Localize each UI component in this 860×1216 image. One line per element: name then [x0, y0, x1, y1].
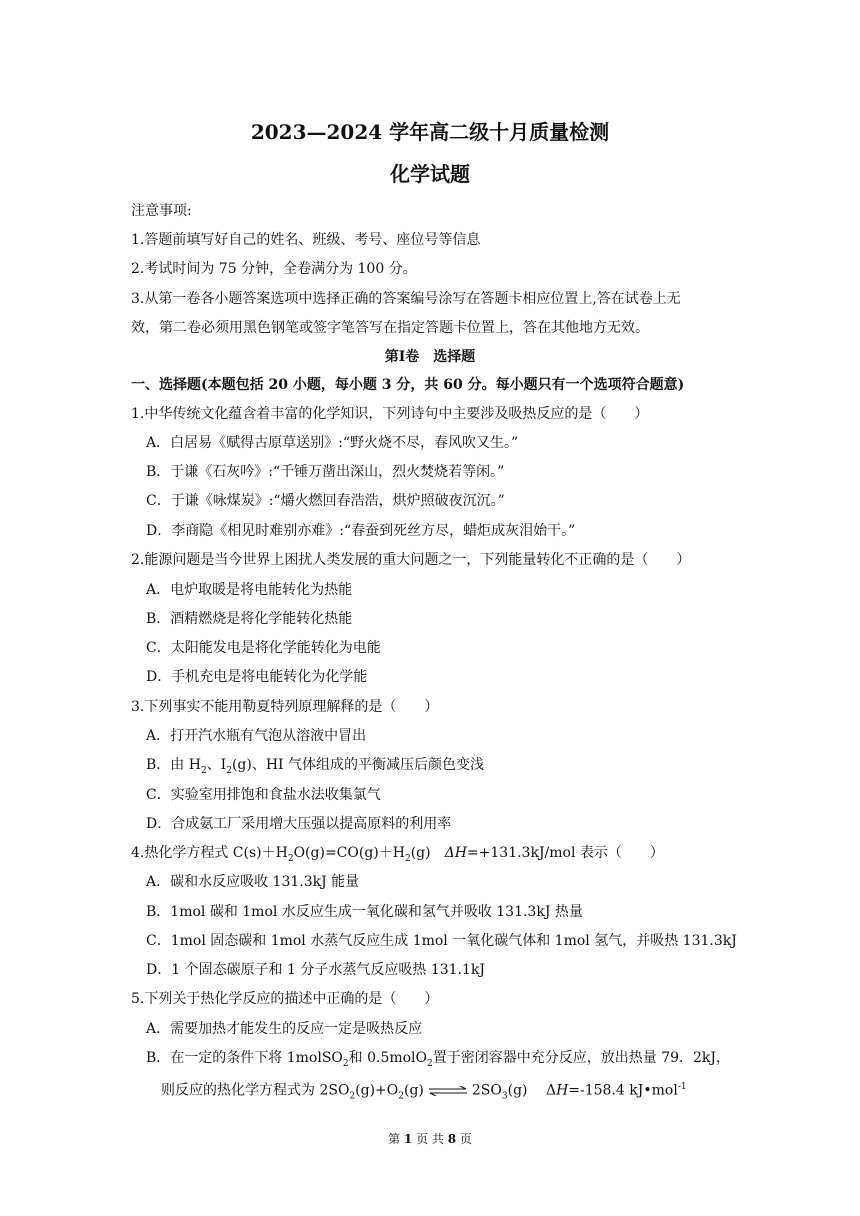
note-item-2: 2.考试时间为 75 分钟，全卷满分为 100 分。	[131, 261, 417, 277]
equilibrium-arrow-icon	[428, 1086, 468, 1096]
note-item-1: 1.答题前填写好自己的姓名、班级、考号、座位号等信息	[131, 232, 481, 248]
question-3-stem: 3.下列事实不能用勒夏特列原理解释的是（ ）	[131, 699, 439, 715]
question-4-option-c: C．1mol 固态碳和 1mol 水蒸气反应生成 1mol 一氧化碳气体和 1mol 氢气，并吸热 131.3kJ	[146, 933, 737, 949]
question-1-stem: 1.中华传统文化蕴含着丰富的化学知识，下列诗句中主要涉及吸热反应的是（ ）	[131, 406, 649, 422]
q3b-text-2: 、I	[206, 757, 227, 773]
question-4-option-a: A．碳和水反应吸收 131.3kJ 能量	[146, 874, 360, 890]
q4-text-3: (g)	[410, 845, 445, 861]
q5b-eq-text-6: =-158.4 kJ•mol	[568, 1082, 678, 1099]
question-4-stem	[131, 844, 664, 868]
question-2-option-b: B．酒精燃烧是将化学能转化热能	[146, 611, 353, 627]
q5b-sub-2: 2	[427, 1058, 433, 1069]
question-3-option-b	[146, 756, 484, 780]
q3b-sub-1: 2	[200, 765, 207, 776]
exam-title: 2023—2024 学年高二级十月质量检测	[250, 120, 610, 144]
question-1-option-d: D．李商隐《相见时难别亦难》:“春蚕到死丝方尽，蜡炬成灰泪始干。”	[146, 523, 576, 539]
q4-text-4: =+131.3kJ/mol 表示（ ）	[466, 845, 664, 861]
question-5-stem: 5.下列关于热化学反应的描述中正确的是（ ）	[131, 991, 439, 1007]
question-3-option-d: D．合成氨工厂采用增大压强以提高原料的利用率	[146, 816, 452, 832]
q5b-eq-text-3: (g)	[404, 1082, 424, 1099]
question-1-option-c: C．于谦《咏煤炭》:“爝火燃回春浩浩，烘炉照破夜沉沉。”	[146, 493, 505, 509]
question-1-option-b: B．于谦《石灰吟》:“千锤万凿出深山，烈火焚烧若等闲。”	[146, 464, 505, 480]
footer-text-2: 页 共	[412, 1132, 448, 1146]
note-item-3-cont: 效，第二卷必须用黑色钢笔或签字笔答写在指定答题卡位置上，答在其他地方无效。	[131, 320, 649, 336]
page-number: 1	[403, 1132, 413, 1146]
q5b-eq-text-2: (g)+O	[355, 1082, 399, 1099]
q4-sub-1: 2	[287, 853, 294, 864]
question-2-option-c: C．太阳能发电是将化学能转化为电能	[146, 640, 381, 656]
question-2-option-a: A．电炉取暖是将电能转化为热能	[146, 582, 353, 598]
question-3-option-a: A．打开汽水瓶有气泡从溶液中冒出	[146, 728, 367, 744]
exam-subtitle: 化学试题	[390, 162, 470, 186]
q3b-text-3: (g)、HI 气体组成的平衡减压后颜色变浅	[231, 757, 485, 773]
question-5-option-a: A．需要加热才能发生的反应一定是吸热反应	[146, 1021, 423, 1037]
section-title: 第Ⅰ卷 选择题	[384, 349, 476, 365]
q5b-eq-sub-3: 3	[501, 1091, 508, 1102]
q5b-eq-text-1: 则反应的热化学方程式为 2SO	[161, 1082, 350, 1099]
q5b-text-3: 置于密闭容器中充分反应，放出热量 79．2kJ，	[432, 1050, 731, 1066]
page-total: 8	[447, 1132, 457, 1146]
q5b-eq-h: H	[556, 1082, 569, 1099]
question-3-option-c: C．实验室用排饱和食盐水法收集氯气	[146, 787, 381, 803]
q5b-eq-sup: -1	[677, 1082, 687, 1092]
page-footer	[0, 1130, 860, 1147]
question-4-option-b: B．1mol 碳和 1mol 水反应生成一氧化碳和氢气并吸收 131.3kJ 热量	[146, 904, 583, 920]
q5b-eq-sub-2: 2	[398, 1091, 404, 1102]
q4-text-2: O(g)=CO(g)＋H	[293, 845, 405, 861]
question-2-option-d: D．手机充电是将电能转化为化学能	[146, 669, 368, 685]
note-item-3: 3.从第一卷各小题答案选项中选择正确的答案编号涂写在答题卡相应位置上,答在试卷上无	[131, 291, 681, 307]
footer-text-1: 第	[388, 1132, 404, 1146]
q4-delta-h: ΔH	[444, 845, 467, 861]
q5b-eq-sub-1: 2	[349, 1091, 356, 1102]
question-4-option-d: D．1 个固态碳原子和 1 分子水蒸气反应吸热 131.1kJ	[146, 962, 486, 978]
q4-text-1: 4.热化学方程式 C(s)＋H	[131, 845, 288, 861]
question-1-option-a: A．白居易《赋得古原草送别》:“野火烧不尽，春风吹又生。”	[146, 435, 519, 451]
q5b-eq-text-5: (g) Δ	[507, 1082, 557, 1099]
q5b-eq-text-4: 2SO	[471, 1082, 502, 1099]
q3b-text-1: B．由 H	[146, 757, 201, 773]
q5b-text-2: 和 0.5molO	[348, 1050, 428, 1066]
notes-heading: 注意事项:	[131, 203, 192, 219]
question-5-option-b	[146, 1049, 730, 1073]
section-instruction: 一、选择题(本题包括 20 小题，每小题 3 分，共 60 分。每小题只有一个选项符合题意)	[131, 377, 685, 393]
question-2-stem: 2.能源问题是当今世界上困扰人类发展的重大问题之一，下列能量转化不正确的是（ ）	[131, 552, 691, 568]
q5b-sub-1: 2	[342, 1058, 349, 1069]
q3b-sub-2: 2	[226, 765, 232, 776]
q5b-text-1: B．在一定的条件下将 1molSO	[146, 1050, 343, 1066]
question-5-option-b-equation	[161, 1078, 687, 1105]
footer-text-3: 页	[456, 1132, 472, 1146]
q4-sub-2: 2	[404, 853, 411, 864]
